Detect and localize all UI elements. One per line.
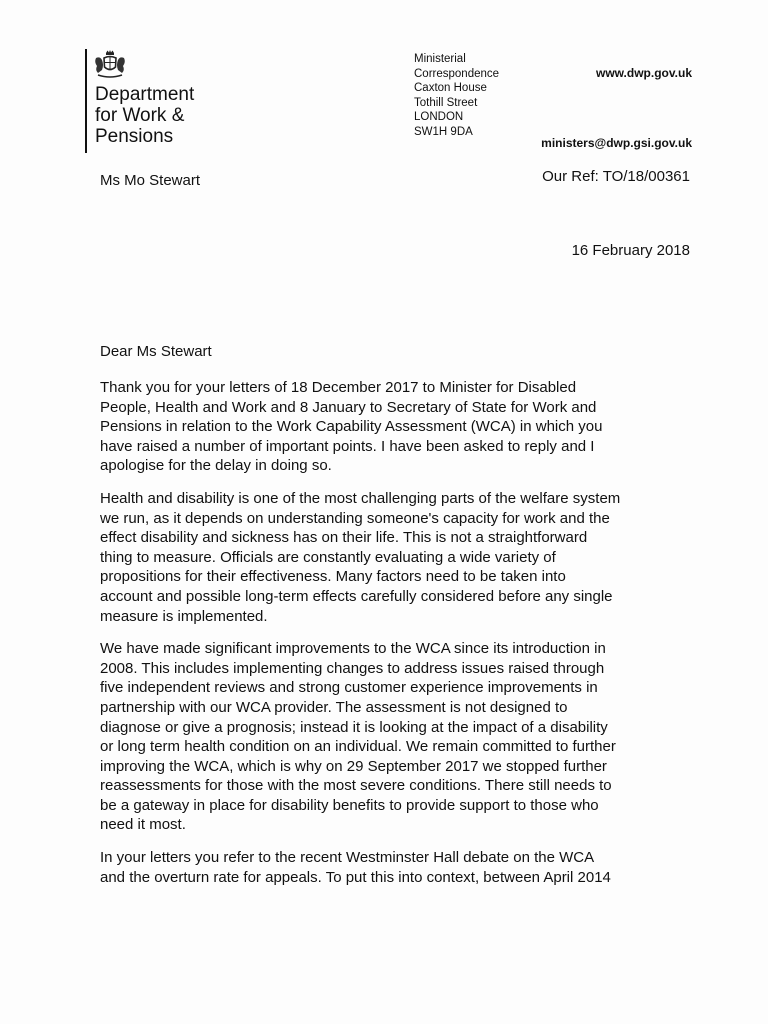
address-line: SW1H 9DA (414, 125, 473, 138)
letter-date: 16 February 2018 (571, 242, 690, 259)
text-line: we run, as it depends on understanding someone's capacity for work and the (100, 509, 610, 527)
text-line: diagnose or give a prognosis; instead it is looking at the impact of a disability (100, 718, 608, 736)
address-line: Ministerial (414, 53, 466, 65)
address-line: Tothill Street (414, 96, 478, 109)
reference-number: Our Ref: TO/18/00361 (542, 168, 690, 185)
body-paragraph (100, 639, 700, 835)
text-line: Thank you for your letters of 18 December 2017 to Minister for Disabled (100, 379, 577, 396)
text-line: Health and disability is one of the most challenging parts of the welfare system (100, 489, 621, 507)
body-paragraph (100, 848, 700, 887)
text-line: We have made significant improvements to the WCA since its introduction in (100, 640, 606, 658)
text-line: People, Health and Work and 8 January to Secretary of State for Work and (100, 398, 597, 416)
department-line: for Work & (95, 105, 185, 126)
text-line: measure is implemented. (100, 607, 268, 625)
text-line: reassessments for those with the most severe conditions. There still needs to (100, 777, 612, 795)
department-line: Pensions (95, 126, 174, 147)
address-line: Caxton House (414, 82, 487, 94)
salutation: Dear Ms Stewart (100, 343, 212, 360)
sender-address (414, 52, 499, 139)
logo-divider (85, 49, 87, 153)
text-line: or long term health condition on an individual. We remain committed to further (100, 738, 616, 756)
text-line: improving the WCA, which is why on 29 September 2017 we stopped further (100, 757, 607, 775)
text-line: five independent reviews and strong customer experience improvements in (100, 679, 598, 697)
body-paragraph (100, 489, 700, 626)
text-line: Pensions in relation to the Work Capability Assessment (WCA) in which you (100, 418, 603, 436)
department-name (95, 84, 194, 147)
text-line: and the overturn rate for appeals. To put this into context, between April 2014 (100, 868, 611, 886)
contact-email: ministers@dwp.gsi.gov.uk (541, 136, 692, 150)
text-line: In your letters you refer to the recent Westminster Hall debate on the WCA (100, 849, 595, 867)
text-line: apologise for the delay in doing so. (100, 457, 332, 475)
text-line: effect disability and sickness has on their life. This is not a straightforward (100, 529, 588, 547)
text-line: have raised a number of important points. I have been asked to reply and I (100, 437, 595, 455)
text-line: account and possible long-term effects carefully considered before any single (100, 587, 613, 605)
text-line: thing to measure. Officials are constantly evaluating a wide variety of (100, 548, 556, 566)
text-line: need it most. (100, 816, 186, 834)
website-url: www.dwp.gov.uk (596, 66, 692, 80)
address-line: LONDON (414, 111, 464, 123)
body-paragraph (100, 378, 700, 476)
recipient-name: Ms Mo Stewart (100, 172, 201, 189)
text-line: partnership with our WCA provider. The assessment is not designed to (100, 698, 568, 716)
address-line: Correspondence (414, 67, 500, 80)
text-line: 2008. This includes implementing changes to address issues raised through (100, 659, 605, 677)
department-line: Department (95, 84, 195, 105)
text-line: be a gateway in place for disability benefits to provide support to those who (100, 796, 599, 814)
text-line: propositions for their effectiveness. Many factors need to be taken into (100, 568, 566, 586)
royal-crest-icon (92, 50, 128, 80)
letter-body (100, 378, 700, 900)
